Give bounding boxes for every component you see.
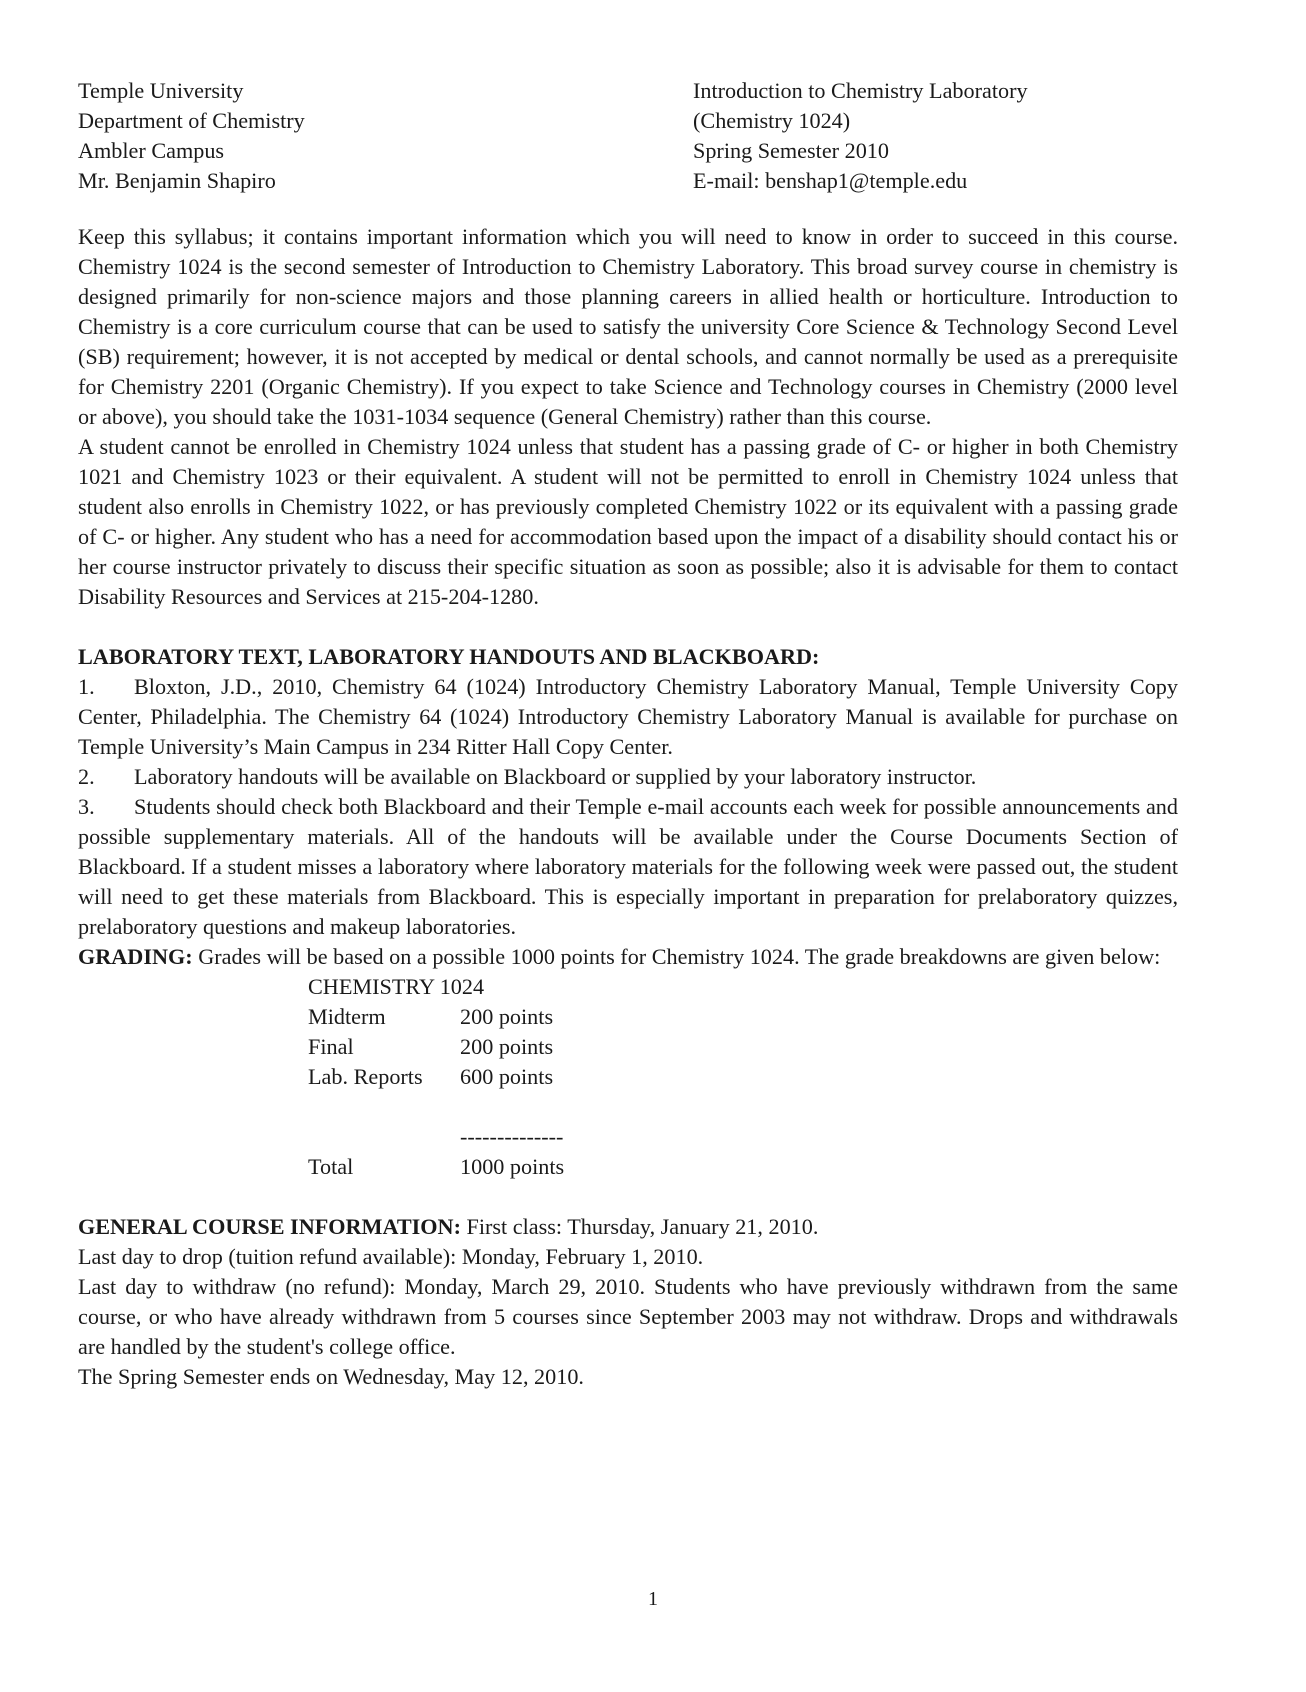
table-row: [308, 1002, 1178, 1032]
grade-table-title: CHEMISTRY 1024: [308, 974, 485, 999]
list-item: [78, 792, 1178, 942]
list-number: 2.: [78, 764, 95, 789]
list-number: 3.: [78, 794, 95, 819]
grade-label: Lab. Reports: [308, 1064, 423, 1089]
first-class-text: First class: Thursday, January 21, 2010.: [460, 1214, 819, 1239]
list-number: 1.: [78, 674, 95, 699]
list-text: Laboratory handouts will be available on Blackboard or supplied by your laboratory instructor.: [134, 764, 977, 789]
grading-heading: GRADING:: [78, 944, 193, 969]
page-number: 1: [648, 1588, 658, 1610]
semester: Spring Semester 2010: [693, 138, 889, 163]
grade-total-row: [308, 1152, 1178, 1182]
grading-section: [78, 942, 1178, 1182]
withdraw-deadline: Last day to withdraw (no refund): Monday, March 29, 2010. Students who have previously withdrawn from the same course, or who have already withdrawn from 5 courses since September 2003 may not withdraw. Drops and withdrawals are handled by the student's college office.: [78, 1274, 1178, 1359]
header-right-block: [693, 76, 1028, 196]
grade-breakdown-table: [308, 972, 1178, 1182]
grade-divider: --------------: [460, 1124, 564, 1149]
grade-total-label: Total: [308, 1154, 354, 1179]
prerequisite-paragraph: A student cannot be enrolled in Chemistry 1024 unless that student has a passing grade of C- or higher in both Chemistry 1021 and Chemistry 1023 or their equivalent. A student will not be permitted to enroll in Chemistry 1024 unless that student also enrolls in Chemistry 1022, or has previously completed Chemistry 1022 or its equivalent with a passing grade of C- or higher. Any student who has a need for accommodation based upon the impact of a disability should contact his or her course instructor privately to discuss their specific situation as soon as possible; also it is advisable for them to contact Disability Resources and Services at 215-204-1280.: [78, 434, 1178, 609]
grade-table-spacer: [308, 1092, 1178, 1122]
grade-label: Final: [308, 1034, 354, 1059]
list-item: [78, 762, 1178, 792]
first-class-line: [78, 1212, 1178, 1242]
university-name: Temple University: [78, 78, 244, 103]
syllabus-page: [78, 76, 1178, 1392]
grade-label: Midterm: [308, 1004, 386, 1029]
list-text: Bloxton, J.D., 2010, Chemistry 64 (1024) Introductory Chemistry Laboratory Manual, Temple University Copy Center, Philadelphia. The Chemistry 64 (1024) Introductory Chemistry Laboratory Manual is available for purchase on Temple University’s Main Campus in 234 Ritter Hall Copy Center.: [78, 674, 1178, 759]
grade-value: 600 points: [460, 1064, 554, 1089]
department-name: Department of Chemistry: [78, 108, 305, 133]
table-row: [308, 1032, 1178, 1062]
document-header: [78, 76, 1178, 196]
lab-text-section: [78, 642, 1178, 942]
instructor-email: E-mail: benshap1@temple.edu: [693, 168, 968, 193]
list-item: [78, 672, 1178, 762]
grade-table-title-row: [308, 972, 1178, 1002]
semester-end: The Spring Semester ends on Wednesday, May 12, 2010.: [78, 1364, 584, 1389]
grade-value: 200 points: [460, 1004, 554, 1029]
grading-paragraph: [78, 942, 1178, 972]
general-info-heading: GENERAL COURSE INFORMATION:: [78, 1214, 461, 1239]
course-title: Introduction to Chemistry Laboratory: [693, 78, 1028, 103]
campus-name: Ambler Campus: [78, 138, 225, 163]
grade-divider-row: [308, 1122, 1178, 1152]
table-row: [308, 1062, 1178, 1092]
instructor-name: Mr. Benjamin Shapiro: [78, 168, 276, 193]
list-text: Students should check both Blackboard and their Temple e-mail accounts each week for possible announcements and possible supplementary materials. All of the handouts will be available under the Course Documents Section of Blackboard. If a student misses a laboratory where laboratory materials for the following week were passed out, the student will need to get these materials from Blackboard. This is especially important in preparation for prelaboratory quizzes, prelaboratory questions and makeup laboratories.: [78, 794, 1178, 939]
course-number: (Chemistry 1024): [693, 108, 851, 133]
grade-total-value: 1000 points: [460, 1154, 565, 1179]
intro-paragraph: Keep this syllabus; it contains important information which you will need to know in order to succeed in this course. Chemistry 1024 is the second semester of Introduction to Chemistry Laboratory. This broad survey course in chemistry is designed primarily for non-science majors and those planning careers in allied health or horticulture. Introduction to Chemistry is a core curriculum course that can be used to satisfy the university Core Science & Technology Second Level (SB) requirement; however, it is not accepted by medical or dental schools, and cannot normally be used as a prerequisite for Chemistry 2201 (Organic Chemistry). If you expect to take Science and Technology courses in Chemistry (2000 level or above), you should take the 1031-1034 sequence (General Chemistry) rather than this course.: [78, 224, 1178, 429]
grading-text: Grades will be based on a possible 1000 points for Chemistry 1024. The grade breakdowns are given below:: [192, 944, 1161, 969]
grade-value: 200 points: [460, 1034, 554, 1059]
header-left-block: [78, 76, 305, 196]
lab-text-heading: LABORATORY TEXT, LABORATORY HANDOUTS AND BLACKBOARD:: [78, 644, 820, 669]
drop-deadline: Last day to drop (tuition refund available): Monday, February 1, 2010.: [78, 1244, 704, 1269]
general-info-section: [78, 1212, 1178, 1392]
